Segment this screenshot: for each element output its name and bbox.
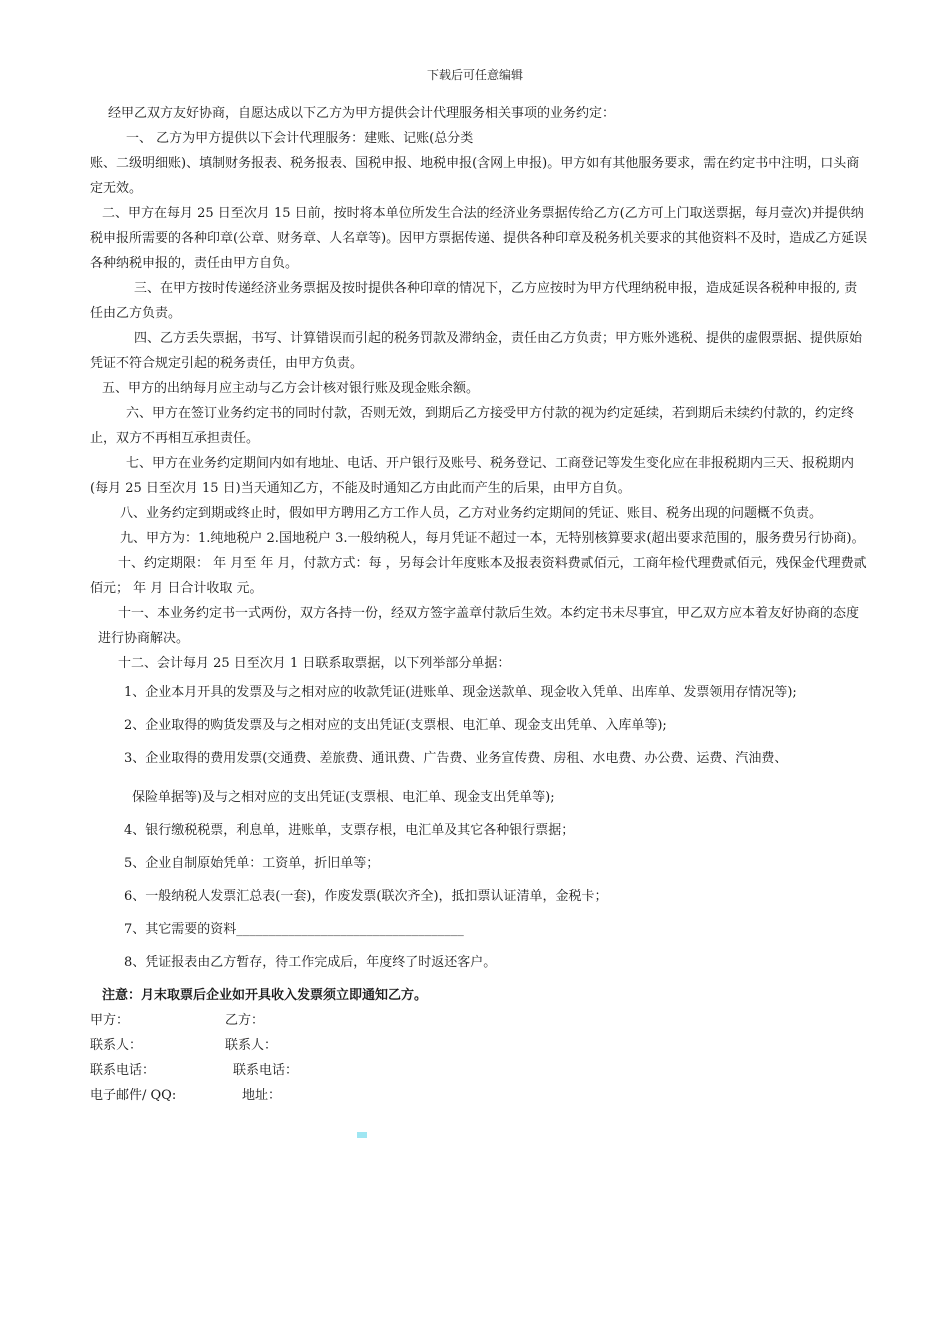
list-item-continuation: 保险单据等)及与之相对应的支出凭证(支票根、电汇单、现金支出凭单等); <box>132 790 555 805</box>
party-b-label: 乙方： <box>225 1013 265 1028</box>
list-item: 1、企业本月开具的发票及与之相对应的收款凭证(进账单、现金送款单、现金收入凭单、出库单、发票领用存情况等); <box>124 685 797 700</box>
party-a-label: 甲方： <box>90 1013 130 1028</box>
list-item: 5、企业自制原始凭单：工资单，折旧单等； <box>124 856 380 871</box>
clause-10: 十、约定期限： 年 月至 年 月，付款方式：每 ，另每会计年度账本及报表资料费贰佰元，工商年检代理费贰佰元，残保金代理费贰佰元； 年 月 日合计收取 元。 <box>90 556 867 596</box>
list-item: 4、银行缴税税票，利息单，进账单，支票存根，电汇单及其它各种银行票据； <box>124 823 575 838</box>
clause-2: 二、甲方在每月 25 日至次月 15 日前，按时将本单位所发生合法的经济业务票据传给乙方(乙方可上门取送票据，每月壹次)并提供纳税申报所需要的各种印章(公章、财务章、人名章等)。因甲方票据传递、提供各种印章及税务机关要求的其他资料不及时，造成乙方延误各种纳税申报的，责任由甲方自负。 <box>90 206 868 271</box>
signature-row-phone <box>90 1058 870 1083</box>
clause-4: 四、乙方丢失票据，书写、计算错误而引起的税务罚款及滞纳金，责任由乙方负责；甲方账外逃税、提供的虚假票据、提供原始凭证不符合规定引起的税务责任，由甲方负责。 <box>90 331 863 371</box>
notice-text: 注意：月末取票后企业如开具收入发票须立即通知乙方。 <box>102 988 428 1003</box>
clause-1-line-2: 账、二级明细账)、填制财务报表、税务报表、国税申报、地税申报(含网上申报)。甲方如有其他服务要求，需在约定书中注明，口头商定无效。 <box>90 156 860 196</box>
clause-11: 十一、本业务约定书一式两份，双方各持一份，经双方签字盖章付款后生效。本约定书未尽事宜，甲乙双方应本着友好协商的态度进行协商解决。 <box>98 606 860 646</box>
signature-row-email <box>90 1083 870 1108</box>
clause-1-line-1: 一、 乙方为甲方提供以下会计代理服务：建账、记账(总分类 <box>126 131 474 146</box>
list-item: 6、一般纳税人发票汇总表(一套)，作废发票(联次齐全)，抵扣票认证清单，金税卡； <box>124 889 608 904</box>
agreement-body <box>90 101 870 1108</box>
clause-12: 十二、会计每月 25 日至次月 1 日联系取票据，以下列举部分单据： <box>118 656 511 671</box>
list-item: 3、企业取得的费用发票(交通费、差旅费、通讯费、广告费、业务宣传费、房租、水电费、办公费、运费、汽油费、 <box>124 751 788 766</box>
clause-3: 三、在甲方按时传递经济业务票据及按时提供各种印章的情况下，乙方应按时为甲方代理纳税申报，造成延误各税种申报的, 责任由乙方负责。 <box>90 281 858 321</box>
intro-paragraph: 经甲乙双方友好协商，自愿达成以下乙方为甲方提供会计代理服务相关事项的业务约定： <box>108 106 616 121</box>
phone-b-label: 联系电话： <box>233 1063 299 1078</box>
signature-row-party <box>90 1008 870 1033</box>
clause-6: 六、甲方在签订业务约定书的同时付款，否则无效，到期后乙方接受甲方付款的视为约定延续，若到期后未续约付款的，约定终止，双方不再相互承担责任。 <box>90 406 855 446</box>
list-item: 2、企业取得的购货发票及与之相对应的支出凭证(支票根、电汇单、现金支出凭单、入库单等); <box>124 718 667 733</box>
clause-8: 八、业务约定到期或终止时，假如甲方聘用乙方工作人员，乙方对业务约定期间的凭证、账目、税务出现的问题概不负责。 <box>120 506 823 521</box>
contact-b-label: 联系人： <box>225 1038 278 1053</box>
email-a-label: 电子邮件/ QQ: <box>90 1088 177 1103</box>
page-header: 下载后可任意编辑 <box>426 68 523 82</box>
address-b-label: 地址： <box>242 1088 282 1103</box>
highlight-marker <box>357 1132 367 1138</box>
clause-7: 七、甲方在业务约定期间内如有地址、电话、开户银行及账号、税务登记、工商登记等发生变化应在非报税期内三天、报税期内(每月 25 日至次月 15 日)当天通知乙方，不能及时通知乙方由此而产生的后果，由甲方自负。 <box>90 456 855 496</box>
list-item: 8、凭证报表由乙方暂存，待工作完成后，年度终了时返还客户。 <box>124 955 497 970</box>
clause-5: 五、甲方的出纳每月应主动与乙方会计核对银行账及现金账余额。 <box>102 381 480 396</box>
signature-row-contact <box>90 1033 870 1058</box>
contact-a-label: 联系人： <box>90 1038 143 1053</box>
phone-a-label: 联系电话： <box>90 1063 156 1078</box>
list-item: 7、其它需要的资料___________________________________ <box>124 922 464 937</box>
clause-9: 九、甲方为：1.纯地税户 2.国地税户 3.一般纳税人，每月凭证不超过一本，无特别核算要求(超出要求范围的，服务费另行协商)。 <box>120 531 865 546</box>
